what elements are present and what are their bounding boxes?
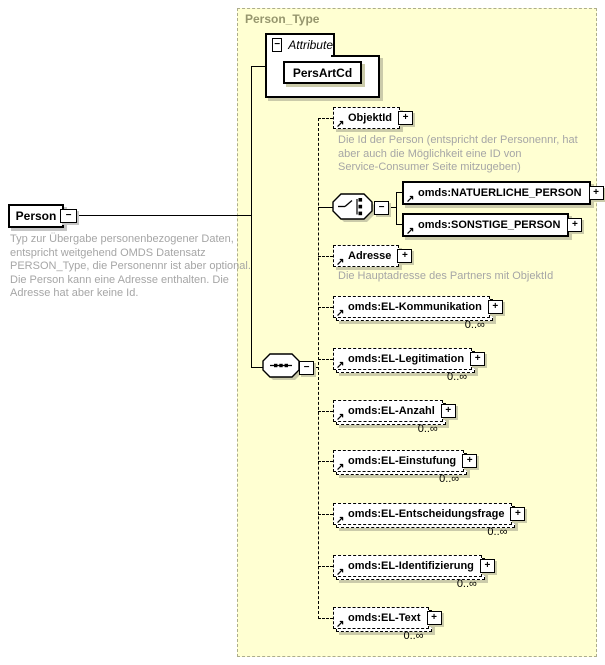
connector-line — [318, 514, 333, 515]
element-label: omds:EL-Identifizierung — [348, 560, 474, 572]
cardinality-label: 0..∞ — [456, 578, 477, 590]
sequence-connector-icon[interactable] — [262, 353, 304, 383]
element-box-objektid[interactable] — [333, 107, 400, 129]
element-label: omds:EL-Anzahl — [348, 405, 435, 417]
cardinality-label: 0..∞ — [439, 473, 460, 485]
element-label: Adresse — [348, 250, 392, 262]
element-box-el-einstufung[interactable] — [333, 450, 464, 472]
element-label: omds:NATUERLICHE_PERSON — [418, 187, 582, 199]
sequence-collapse-button[interactable]: − — [299, 361, 314, 375]
connector-line — [318, 118, 319, 619]
element-box-el-legitimation[interactable] — [333, 348, 472, 370]
objektid-description: Die Id der Person (entspricht der Personennr, hat aber auch die Möglichkeit eine ID von Service-Consumer Seite mitzugeben) — [338, 134, 578, 173]
cardinality-label: 0..∞ — [447, 371, 468, 383]
element-ref-arrow-icon: ↗ — [336, 515, 345, 526]
connector-line — [318, 566, 333, 567]
connector-line — [318, 461, 333, 462]
el-identifizierung-expand-button[interactable]: + — [480, 559, 495, 573]
choice-collapse-button[interactable]: − — [374, 201, 389, 215]
connector-line — [318, 618, 333, 619]
connector-line — [318, 256, 333, 257]
connector-line — [318, 307, 333, 308]
el-entscheidungsfrage-expand-button[interactable]: + — [510, 507, 525, 521]
attribute-box-persartcd[interactable] — [283, 61, 362, 84]
objektid-expand-button[interactable]: + — [398, 111, 413, 125]
attribute-persartcd-label: PersArtCd — [292, 65, 353, 80]
el-kommunikation-expand-button[interactable]: + — [488, 300, 503, 314]
element-ref-arrow-icon: ↗ — [336, 462, 345, 473]
attribute-section-tab — [265, 33, 335, 55]
element-box-natuerliche-person[interactable] — [402, 181, 591, 205]
connector-line — [318, 118, 333, 119]
cardinality-label: 0..∞ — [403, 630, 424, 642]
connector-line — [318, 359, 333, 360]
connector-line — [318, 411, 333, 412]
element-ref-arrow-icon: ↗ — [336, 360, 345, 371]
element-box-sonstige-person[interactable] — [402, 213, 569, 237]
element-label: omds:SONSTIGE_PERSON — [418, 219, 561, 231]
element-label: omds:EL-Text — [348, 612, 421, 624]
element-label: omds:EL-Kommunikation — [348, 301, 482, 313]
natuerliche-person-expand-button[interactable]: + — [589, 186, 604, 200]
person-collapse-button[interactable]: − — [60, 209, 77, 223]
el-anzahl-expand-button[interactable]: + — [441, 404, 456, 418]
element-box-el-entscheidungsfrage[interactable] — [333, 503, 512, 525]
connector-line — [76, 215, 251, 216]
element-ref-arrow-icon: ↗ — [336, 619, 345, 630]
choice-connector-icon[interactable] — [332, 193, 380, 225]
el-text-expand-button[interactable]: + — [427, 611, 442, 625]
element-ref-arrow-icon: ↗ — [336, 567, 345, 578]
element-box-adresse[interactable] — [333, 245, 399, 267]
cardinality-label: 0..∞ — [487, 526, 508, 538]
element-box-el-identifizierung[interactable] — [333, 555, 482, 577]
element-label: ObjektId — [348, 112, 393, 124]
element-label: omds:EL-Entscheidungsfrage — [348, 508, 505, 520]
connector-line — [318, 207, 333, 208]
adresse-expand-button[interactable]: + — [397, 249, 412, 263]
element-label: omds:EL-Legitimation — [348, 353, 465, 365]
el-legitimation-expand-button[interactable]: + — [470, 352, 485, 366]
el-einstufung-expand-button[interactable]: + — [462, 454, 477, 468]
element-ref-arrow-icon: ↗ — [406, 194, 415, 205]
attribute-collapse-button[interactable]: − — [272, 38, 282, 52]
attribute-section-label: Attribute — [288, 38, 333, 52]
person-element-box[interactable] — [8, 204, 64, 228]
element-ref-arrow-icon: ↗ — [336, 119, 345, 130]
connector-line — [251, 66, 252, 368]
connector-line — [396, 192, 397, 225]
connector-line — [251, 66, 265, 67]
person-element-label: Person — [15, 209, 57, 223]
element-ref-arrow-icon: ↗ — [406, 226, 415, 237]
element-box-el-kommunikation[interactable] — [333, 296, 490, 318]
attribute-tab-seam — [267, 55, 331, 57]
sonstige-person-expand-button[interactable]: + — [567, 218, 582, 232]
element-box-el-anzahl[interactable] — [333, 400, 443, 422]
element-ref-arrow-icon: ↗ — [336, 257, 345, 268]
element-label: omds:EL-Einstufung — [348, 455, 457, 467]
cardinality-label: 0..∞ — [417, 423, 438, 435]
person-type-label: Person_Type — [245, 12, 320, 26]
adresse-description: Die Hauptadresse des Partners mit ObjektId — [338, 270, 554, 282]
element-ref-arrow-icon: ↗ — [336, 308, 345, 319]
element-box-el-text[interactable] — [333, 607, 429, 629]
person-description: Typ zur Übergabe personenbezogener Daten, entspricht weitgehend OMDS Datensatz PERSON_Type, die Personennr ist aber optional. Die Person kann eine Adresse enthalten. Die Adresse hat aber keine Id. — [10, 233, 251, 299]
cardinality-label: 0..∞ — [464, 319, 485, 331]
element-ref-arrow-icon: ↗ — [336, 412, 345, 423]
